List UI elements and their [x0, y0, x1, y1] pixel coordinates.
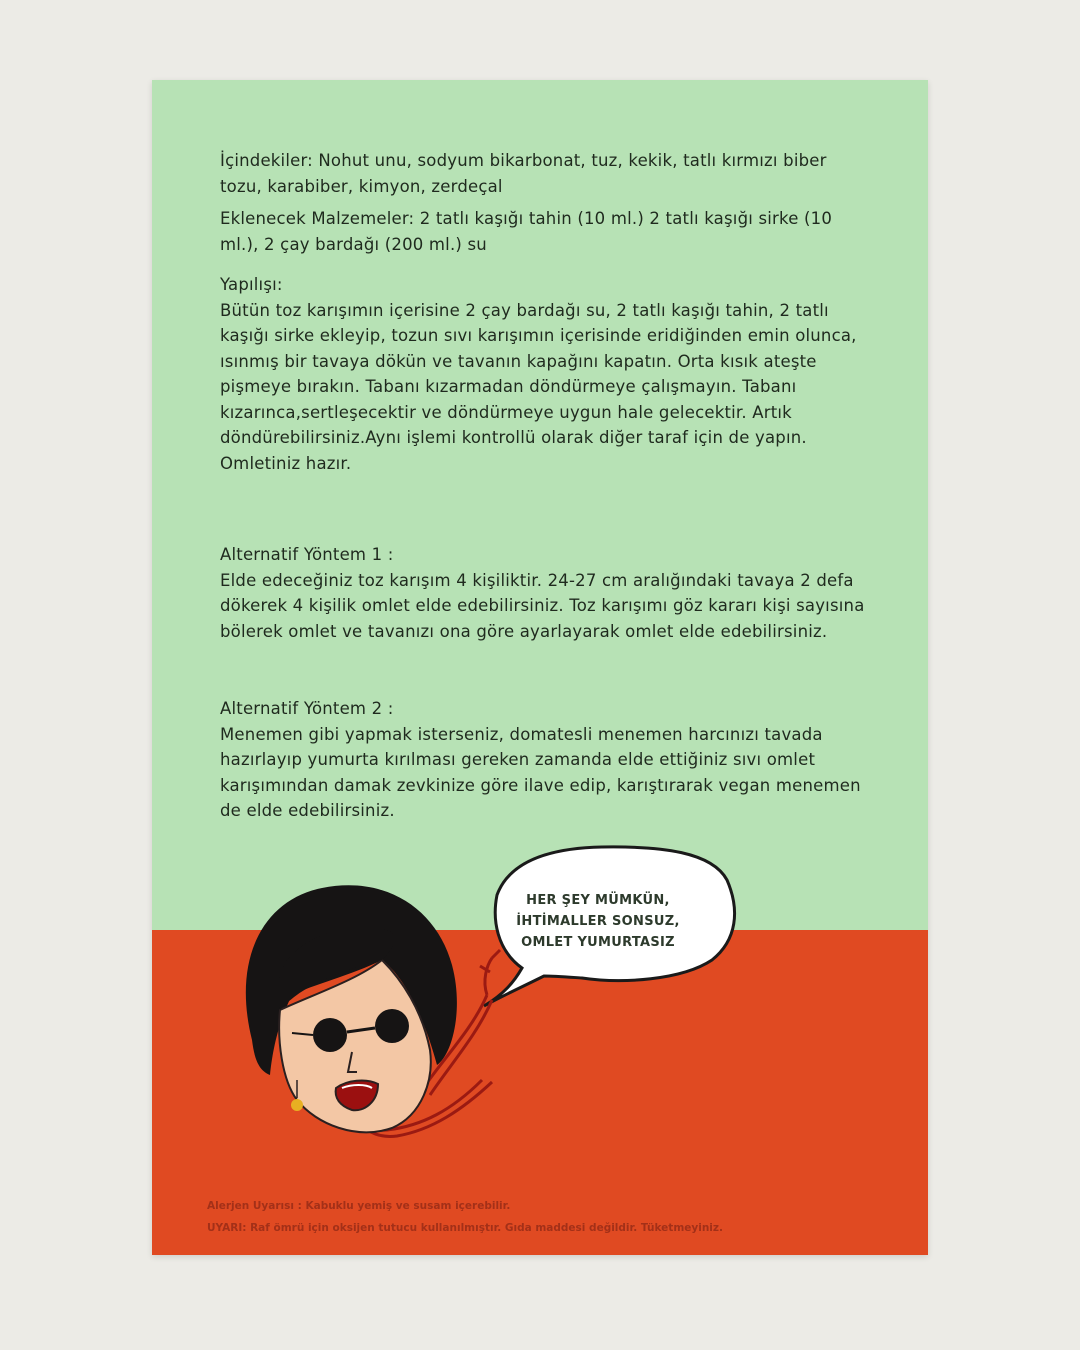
shelf-life-warning: UYARI: Raf ömrü için oksijen tutucu kullanılmıştır. Gıda maddesi değildir. Tüketmeyiniz. — [207, 1222, 724, 1234]
speech-line-2: İHTİMALLER SONSUZ, — [516, 914, 680, 929]
ingredients-paragraph: İçindekiler: Nohut unu, sodyum bikarbonat, tuz, kekik, tatlı kırmızı biber tozu, karabiber, kimyon, zerdeçal — [220, 151, 827, 196]
alternative-2-body: Menemen gibi yapmak isterseniz, domatesli menemen harcınızı tavada hazırlayıp yumurta kırılması gereken zamanda elde ettiğiniz sıvı omlet karışımından damak zevkinize göre ilave edip, karıştırarak vegan menemen de elde edebilirsiniz. — [220, 724, 861, 820]
preparation-heading: Yapılışı: — [220, 275, 283, 294]
preparation-body: Bütün toz karışımın içerisine 2 çay bardağı su, 2 tatlı kaşığı tahin, 2 tatlı kaşığı sirke ekleyip, tozun sıvı karışımın içerisinde eridiğinden emin olunca, ısınmış bir tavaya dökün ve tavanın kapağını kapatın. Orta kısık ateşte pişmeye bırakın. Tabanı kızarmadan döndürmeye çalışmayın. Tabanı kızarınca,sertleşecektir ve döndürmeye uygun hale gelecektir. Artık döndürebilirsiniz.Aynı işlemi kontrollü olarak diğer taraf için de yapın. Omletiniz hazır. — [220, 300, 857, 473]
speech-line-3: OMLET YUMURTASIZ — [521, 935, 675, 950]
alternative-1-heading: Alternatif Yöntem 1 : — [220, 545, 394, 564]
allergen-warning: Alerjen Uyarısı : Kabuklu yemiş ve susam içerebilir. — [207, 1200, 511, 1212]
added-ingredients-paragraph: Eklenecek Malzemeler: 2 tatlı kaşığı tahin (10 ml.) 2 tatlı kaşığı sirke (10 ml.), 2 çay bardağı (200 ml.) su — [220, 209, 833, 254]
package-back — [152, 80, 928, 1255]
alternative-1-body: Elde edeceğiniz toz karışım 4 kişiliktir. 24-27 cm aralığındaki tavaya 2 defa dökerek 4 kişilik omlet elde edebilirsiniz. Toz karışımı göz kararı kişi sayısına bölerek omlet ve tavanızı ona göre ayarlayarak omlet elde edebilirsiniz. — [220, 570, 865, 641]
woman-illustration — [152, 80, 928, 1255]
speech-line-1: HER ŞEY MÜMKÜN, — [526, 893, 670, 908]
speech-bubble-text — [508, 890, 688, 953]
alternative-2-heading: Alternatif Yöntem 2 : — [220, 699, 394, 718]
